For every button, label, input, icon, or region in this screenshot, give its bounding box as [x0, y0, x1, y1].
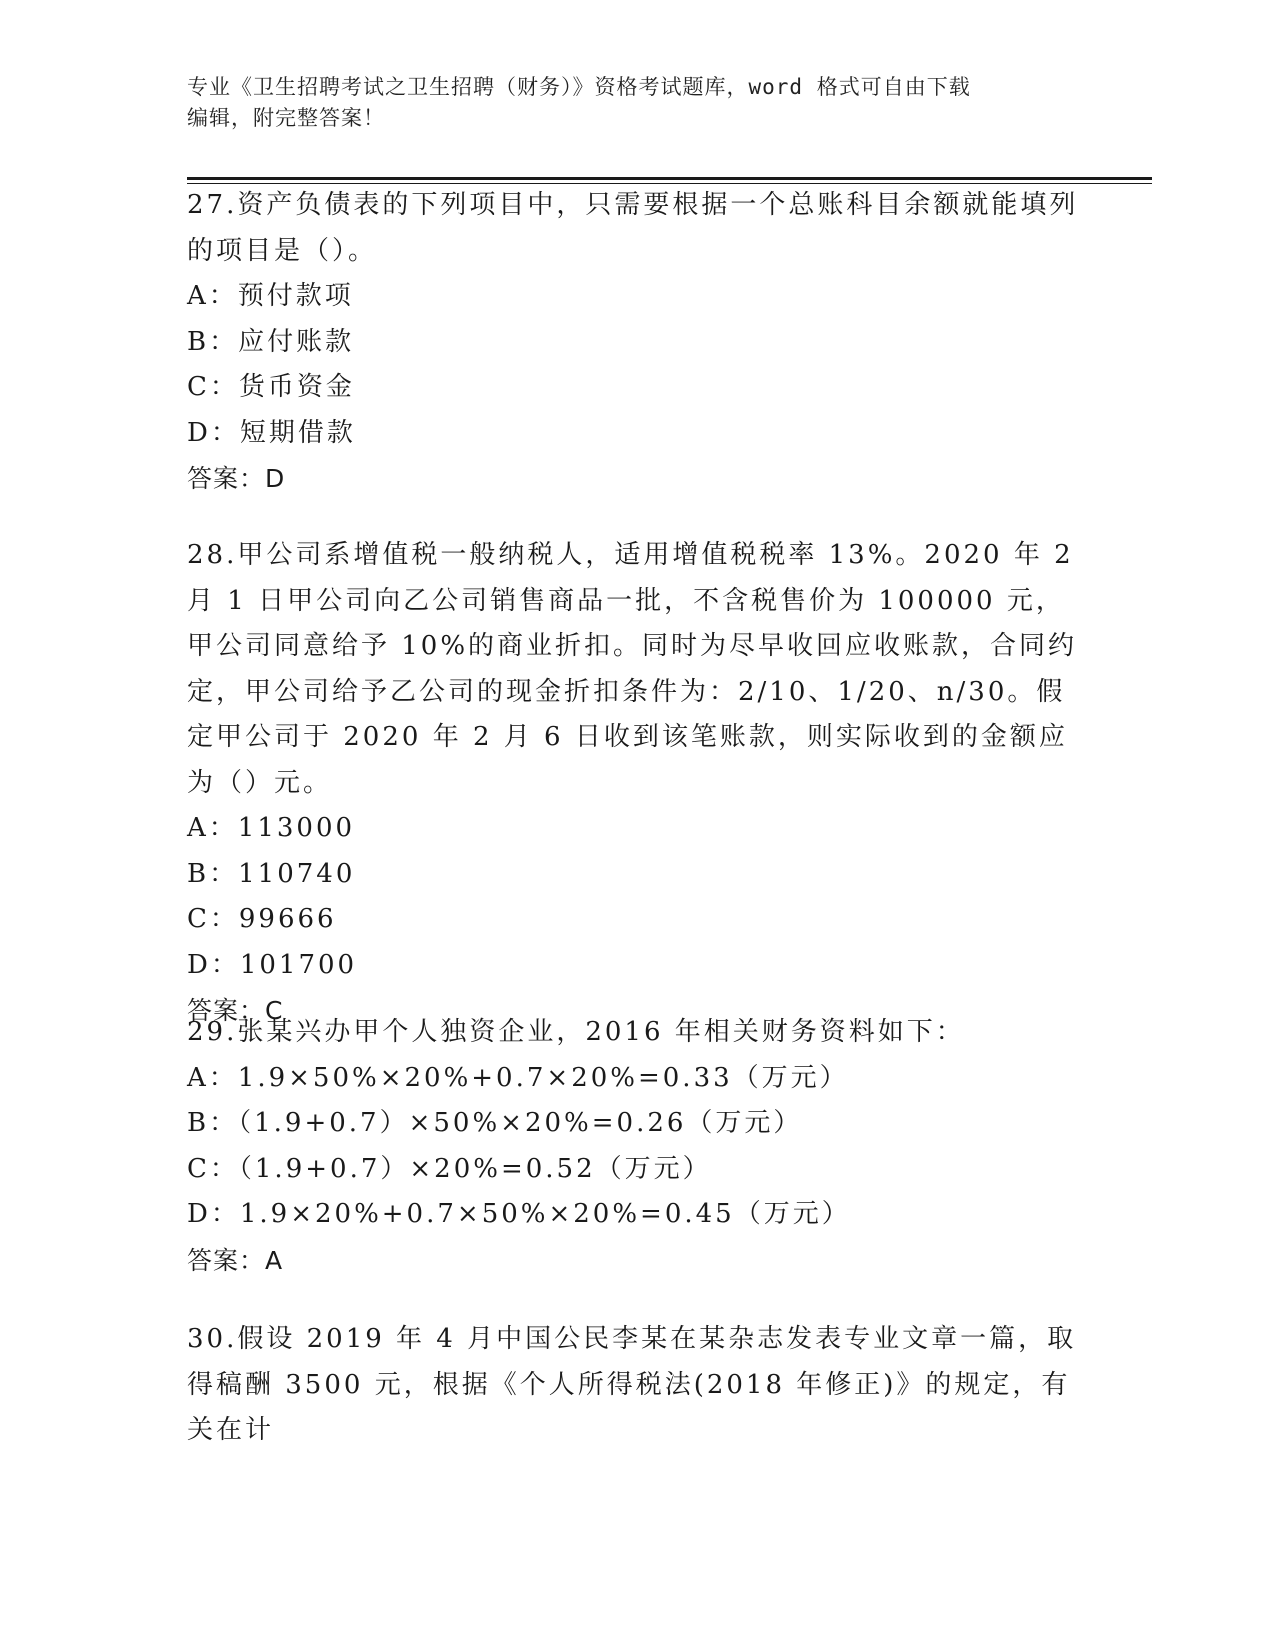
option-c: C：（1.9+0.7）×20%=0.52（万元）: [187, 1153, 712, 1184]
answer-line: 答案：C: [187, 996, 284, 1025]
option-d: D：1.9×20%+0.7×50%×20%=0.45（万元）: [187, 1199, 851, 1229]
header-divider-thick: [187, 177, 1152, 180]
option-d: D：短期借款: [187, 417, 356, 448]
option-c: C：货币资金: [187, 372, 355, 402]
option-c: C：99666: [187, 904, 337, 934]
question-stem: 28.甲公司系增值税一般纳税人，适用增值税税率 13%。2020 年 2 月 1 日甲公司向乙公司销售商品一批，不含税售价为 100000 元，甲公司同意给予 10%的商业折扣。同时为尽早收回应收账款，合同约定，甲公司给予乙公司的现金折扣条件为：2/10、1/20、n/30。假定甲公司于 2020 年 2 月 6 日收到该笔账款，则实际收到的金额应为（）元。: [187, 540, 1078, 798]
question-28: [187, 533, 1082, 1034]
option-b: B：（1.9+0.7）×50%×20%=0.26（万元）: [187, 1108, 803, 1138]
document-header: [187, 72, 1067, 134]
question-stem: 29.张某兴办甲个人独资企业，2016 年相关财务资料如下：: [187, 1017, 965, 1047]
option-a: A：1.9×50%×20%+0.7×20%=0.33（万元）: [187, 1062, 849, 1093]
question-30: [187, 1317, 1082, 1454]
header-line-2: 编辑，附完整答案！: [187, 106, 385, 130]
question-27: [187, 183, 1082, 502]
option-d: D：101700: [187, 949, 358, 980]
question-29: [187, 1010, 1082, 1283]
question-stem: 30.假设 2019 年 4 月中国公民李某在某杂志发表专业文章一篇，取得稿酬 3500 元，根据《个人所得税法(2018 年修正)》的规定，有关在计: [187, 1324, 1077, 1445]
question-stem: 27.资产负债表的下列项目中，只需要根据一个总账科目余额就能填列的项目是（）。: [187, 190, 1079, 266]
header-line-1: 专业《卫生招聘考试之卫生招聘（财务）》资格考试题库，word 格式可自由下载: [187, 75, 971, 99]
answer-line: 答案：A: [187, 1245, 284, 1275]
option-a: A：113000: [187, 813, 356, 843]
answer-line: 答案：D: [187, 464, 286, 493]
option-b: B：应付账款: [187, 326, 355, 357]
option-a: A：预付款项: [187, 281, 354, 311]
option-b: B：110740: [187, 858, 356, 889]
